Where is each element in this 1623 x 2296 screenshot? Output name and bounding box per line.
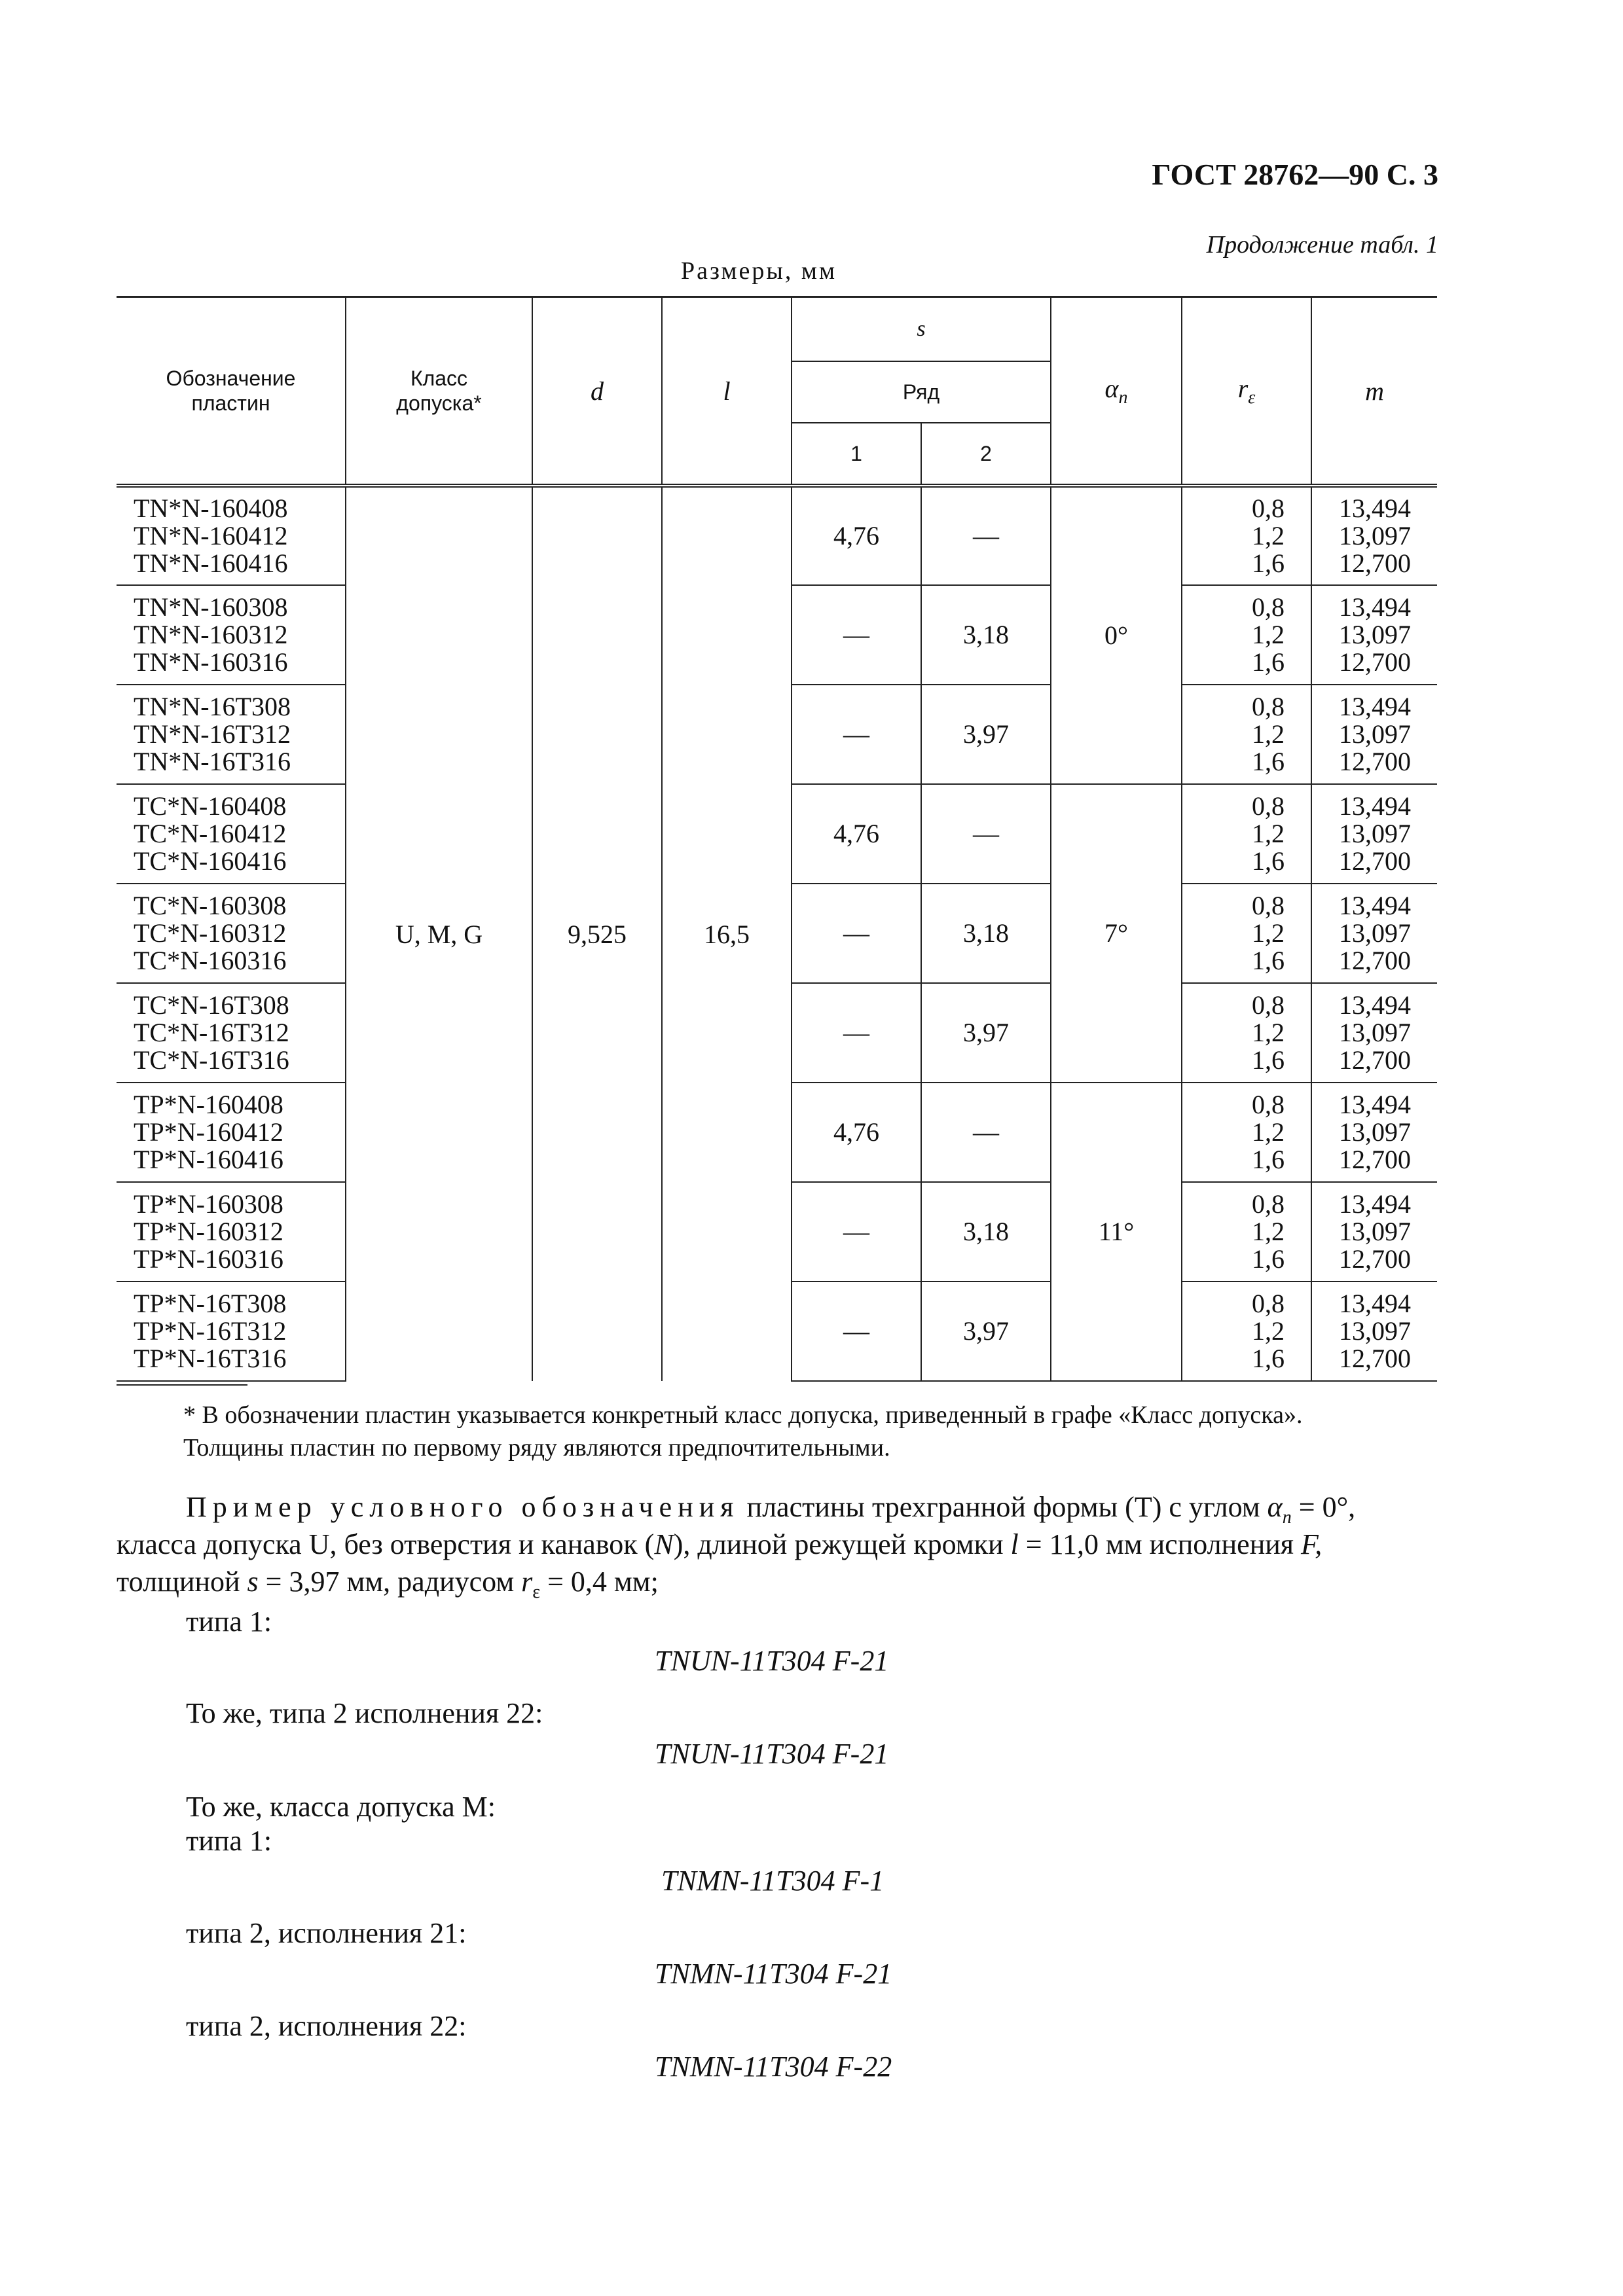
r-cell: 0,8 1,2 1,6: [1182, 1083, 1311, 1182]
designation-cell: TC*N-160308 TC*N-160312 TC*N-160316: [117, 884, 346, 983]
s-row2-cell: 3,18: [921, 1182, 1051, 1282]
s-row2-cell: 3,97: [921, 983, 1051, 1083]
example-code: TNUN-11T304 F-21: [655, 1645, 889, 1677]
m-cell: 13,494 13,097 12,700: [1311, 983, 1437, 1083]
tolerance-class-cell: U, M, G: [346, 486, 532, 1381]
header-m: m: [1311, 297, 1437, 486]
header-row: Ряд: [792, 361, 1051, 423]
r-cell: 0,8 1,2 1,6: [1182, 983, 1311, 1083]
m-cell: 13,494 13,097 12,700: [1311, 784, 1437, 884]
l-value-cell: 16,5: [662, 486, 792, 1381]
designation-cell: TN*N-160408 TN*N-160412 TN*N-160416: [117, 486, 346, 585]
r-cell: 0,8 1,2 1,6: [1182, 1182, 1311, 1282]
header-tolerance-class: Класс допуска*: [346, 297, 532, 486]
s-row2-cell: 3,18: [921, 585, 1051, 685]
example-line-2: класса допуска U, без отверстия и канавок (N), длиной режущей кромки l = 11,0 мм исполнения F,: [117, 1528, 1322, 1560]
footnote-rule: [117, 1384, 247, 1386]
header-row-1: 1: [792, 423, 921, 486]
s-row2-cell: —: [921, 784, 1051, 884]
s-row2-cell: 3,18: [921, 884, 1051, 983]
header-alpha: $\alpha_n$: [1051, 297, 1182, 486]
angle-cell: 7°: [1051, 784, 1182, 1083]
example-item-label: типа 1:: [186, 1825, 272, 1857]
s-row2-cell: 3,97: [921, 1282, 1051, 1381]
s-row1-cell: 4,76: [792, 784, 921, 884]
s-row1-cell: —: [792, 685, 921, 784]
s-row1-cell: —: [792, 585, 921, 685]
designation-cell: TP*N-160308 TP*N-160312 TP*N-160316: [117, 1182, 346, 1282]
example-item-label: типа 2, исполнения 21:: [186, 1917, 467, 1949]
r-cell: 0,8 1,2 1,6: [1182, 1282, 1311, 1381]
example-line-3: толщиной s = 3,97 мм, радиусом $r_\varepsilon = 0,4$ мм;: [117, 1566, 659, 1602]
header-l: l: [662, 297, 792, 486]
angle-cell: 11°: [1051, 1083, 1182, 1381]
r-cell: 0,8 1,2 1,6: [1182, 685, 1311, 784]
footnote-line-1: * В обозначении пластин указывается конкретный класс допуска, приведенный в графе «Класс допуска».: [183, 1401, 1303, 1429]
r-cell: 0,8 1,2 1,6: [1182, 486, 1311, 585]
example-item-label: То же, класса допуска M:: [186, 1791, 496, 1823]
r-cell: 0,8 1,2 1,6: [1182, 884, 1311, 983]
designation-cell: TC*N-16T308 TC*N-16T312 TC*N-16T316: [117, 983, 346, 1083]
s-row2-cell: —: [921, 486, 1051, 585]
r-cell: 0,8 1,2 1,6: [1182, 585, 1311, 685]
table-units-label: Размеры, мм: [681, 257, 837, 285]
page-header: ГОСТ 28762—90 С. 3: [1152, 158, 1438, 191]
header-d: d: [532, 297, 662, 486]
m-cell: 13,494 13,097 12,700: [1311, 884, 1437, 983]
s-row1-cell: 4,76: [792, 486, 921, 585]
header-s: s: [792, 297, 1051, 362]
example-code: TNUN-11T304 F-21: [655, 1738, 889, 1770]
m-cell: 13,494 13,097 12,700: [1311, 1083, 1437, 1182]
designation-cell: TN*N-16T308 TN*N-16T312 TN*N-16T316: [117, 685, 346, 784]
r-cell: 0,8 1,2 1,6: [1182, 784, 1311, 884]
d-value-cell: 9,525: [532, 486, 662, 1381]
footnote-line-2: Толщины пластин по первому ряду являются предпочтительными.: [183, 1434, 890, 1462]
m-cell: 13,494 13,097 12,700: [1311, 685, 1437, 784]
m-cell: 13,494 13,097 12,700: [1311, 585, 1437, 685]
m-cell: 13,494 13,097 12,700: [1311, 486, 1437, 585]
table-continuation-label: Продолжение табл. 1: [1206, 231, 1438, 259]
m-cell: 13,494 13,097 12,700: [1311, 1182, 1437, 1282]
example-line-1: Пример условного обозначения пластины трехгранной формы (T) с углом $\alpha_n = 0^\circ$,: [186, 1491, 1356, 1528]
designation-cell: TN*N-160308 TN*N-160312 TN*N-160316: [117, 585, 346, 685]
s-row1-cell: —: [792, 884, 921, 983]
example-item-label: типа 1:: [186, 1605, 272, 1638]
dimensions-table: [117, 296, 1437, 1382]
s-row1-cell: —: [792, 1282, 921, 1381]
s-row1-cell: —: [792, 1182, 921, 1282]
example-item-label: То же, типа 2 исполнения 22:: [186, 1697, 543, 1729]
example-code: TNMN-11T304 F-22: [655, 2051, 892, 2083]
s-row2-cell: 3,97: [921, 685, 1051, 784]
table-row: [117, 486, 1437, 585]
designation-cell: TP*N-160408 TP*N-160412 TP*N-160416: [117, 1083, 346, 1182]
example-code: TNMN-11T304 F-21: [655, 1958, 892, 1990]
example-code: TNMN-11T304 F-1: [661, 1865, 884, 1897]
s-row1-cell: —: [792, 983, 921, 1083]
header-designation: Обозначение пластин: [117, 297, 346, 486]
header-row-2: 2: [921, 423, 1051, 486]
s-row2-cell: —: [921, 1083, 1051, 1182]
designation-cell: TP*N-16T308 TP*N-16T312 TP*N-16T316: [117, 1282, 346, 1381]
header-r: $r_\varepsilon$: [1182, 297, 1311, 486]
m-cell: 13,494 13,097 12,700: [1311, 1282, 1437, 1381]
angle-cell: 0°: [1051, 486, 1182, 784]
designation-cell: TC*N-160408 TC*N-160412 TC*N-160416: [117, 784, 346, 884]
example-item-label: типа 2, исполнения 22:: [186, 2010, 467, 2042]
s-row1-cell: 4,76: [792, 1083, 921, 1182]
